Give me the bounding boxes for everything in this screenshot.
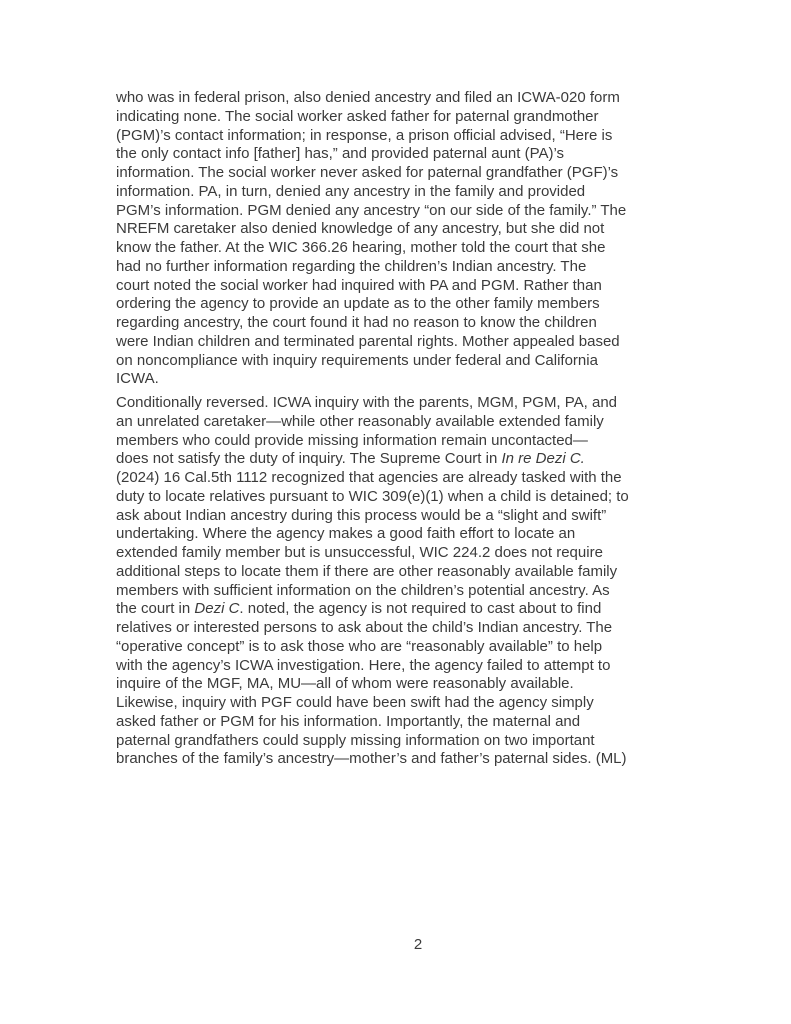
- text-line: who was in federal prison, also denied ancestry and filed an ICWA-020 form: [116, 89, 620, 106]
- text-line: ordering the agency to provide an update as to the other family members: [116, 295, 600, 313]
- text-line: PGM’s information. PGM denied any ancestry “on our side of the family.” The: [116, 201, 627, 219]
- text-line: does not satisfy the duty of inquiry. The Supreme Court in In re Dezi C.: [116, 450, 585, 468]
- text-line: the court in Dezi C. noted, the agency is not required to cast about to find: [116, 600, 602, 618]
- text-line: (PGM)’s contact information; in response, a prison official advised, “Here is: [116, 126, 613, 144]
- text-line: ICWA.: [116, 370, 159, 388]
- text-line: an unrelated caretaker—while other reasonably available extended family: [116, 412, 604, 430]
- text-line: branches of the family’s ancestry—mother’s and father’s paternal sides. (ML): [116, 750, 627, 768]
- text-line: undertaking. Where the agency makes a good faith effort to locate an: [116, 525, 576, 543]
- text-line: asked father or PGM for his information. Importantly, the maternal and: [116, 712, 581, 730]
- text-line: relatives or interested persons to ask about the child’s Indian ancestry. The: [116, 619, 613, 636]
- text-line: additional steps to locate them if there are other reasonably available family: [116, 562, 618, 580]
- text-line: ask about Indian ancestry during this process would be a “slight and swift”: [116, 506, 607, 524]
- text-line: inquire of the MGF, MA, MU—all of whom were reasonably available.: [116, 675, 574, 693]
- text-line: indicating none. The social worker asked father for paternal grandmother: [116, 107, 599, 125]
- text-line: duty to locate relatives pursuant to WIC 309(e)(1) when a child is detained; to: [116, 487, 629, 505]
- text-line: “operative concept” is to ask those who are “reasonably available” to help: [116, 637, 603, 655]
- text-line: had no further information regarding the children’s Indian ancestry. The: [116, 257, 587, 275]
- text-line: were Indian children and terminated parental rights. Mother appealed based: [116, 332, 620, 350]
- text-line: the only contact info [father] has,” and provided paternal aunt (PA)’s: [116, 145, 565, 163]
- text-line: Conditionally reversed. ICWA inquiry with the parents, MGM, PGM, PA, and: [116, 394, 618, 411]
- text-line: extended family member but is unsuccessful, WIC 224.2 does not require: [116, 544, 603, 561]
- text-line: with the agency’s ICWA investigation. Here, the agency failed to attempt to: [116, 656, 611, 674]
- paragraph: [116, 89, 720, 389]
- text-line: information. The social worker never asked for paternal grandfather (PGF)’s: [116, 164, 619, 181]
- text-line: know the father. At the WIC 366.26 hearing, mother told the court that she: [116, 239, 606, 256]
- text-line: (2024) 16 Cal.5th 1112 recognized that agencies are already tasked with the: [116, 469, 622, 486]
- text-line: paternal grandfathers could supply missing information on two important: [116, 731, 595, 749]
- text-line: information. PA, in turn, denied any ancestry in the family and provided: [116, 182, 586, 200]
- text-line: regarding ancestry, the court found it had no reason to know the children: [116, 314, 597, 331]
- text-line: on noncompliance with inquiry requirements under federal and California: [116, 351, 598, 369]
- text-line: NREFM caretaker also denied knowledge of any ancestry, but she did not: [116, 220, 605, 238]
- text-line: members who could provide missing information remain uncontacted—: [116, 431, 588, 449]
- text-line: members with sufficient information on the children’s potential ancestry. As: [116, 581, 610, 599]
- paragraph: [116, 394, 720, 769]
- text-line: Likewise, inquiry with PGF could have been swift had the agency simply: [116, 694, 594, 711]
- text-line: court noted the social worker had inquired with PA and PGM. Rather than: [116, 276, 602, 294]
- page-text: [116, 89, 720, 769]
- page-number: 2: [413, 936, 423, 953]
